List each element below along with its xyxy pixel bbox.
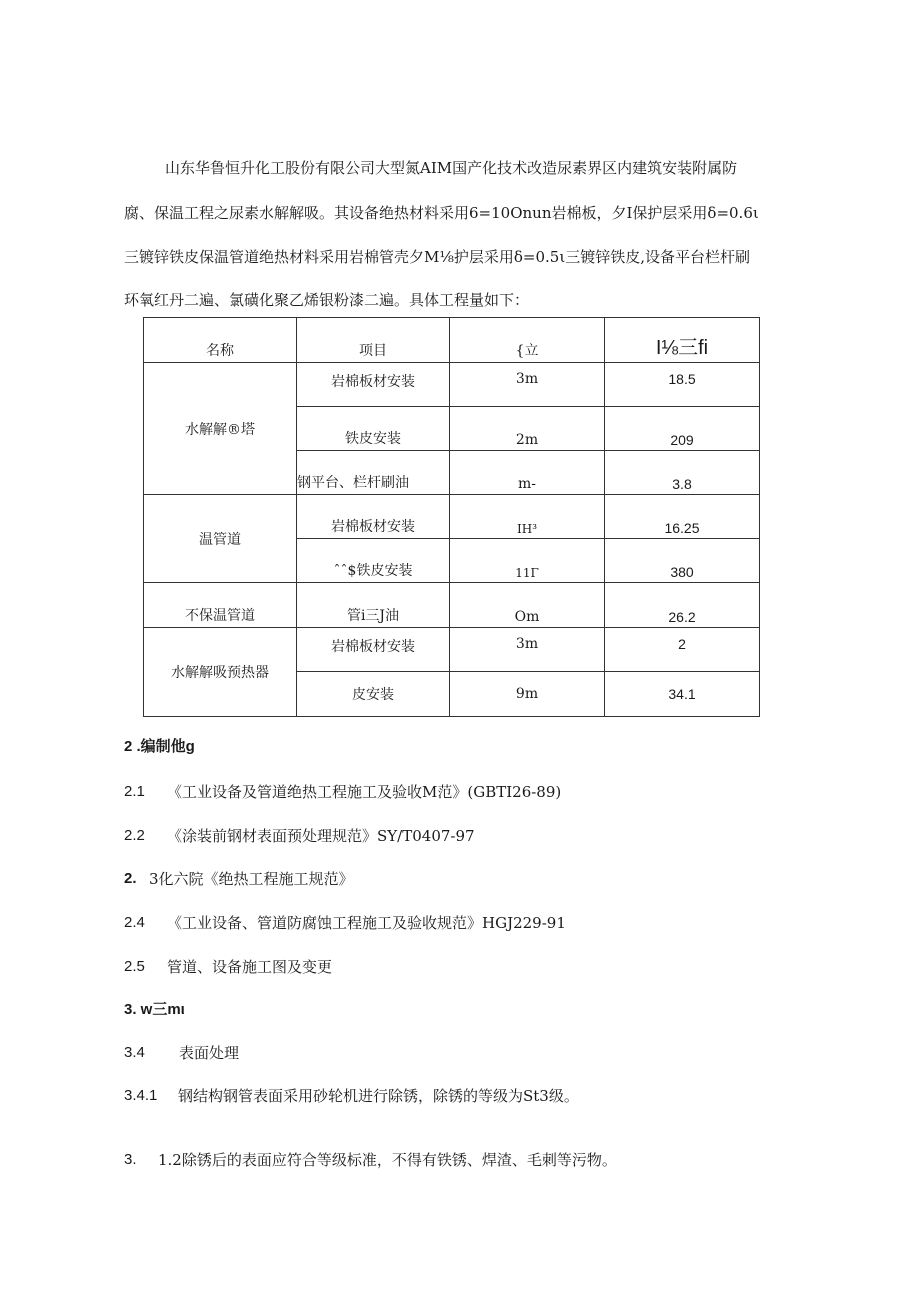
row-unit: 3m <box>450 628 605 672</box>
row-unit: 2m <box>450 407 605 451</box>
header-name: 名称 <box>144 318 297 363</box>
row-qty: 16.25 <box>605 495 760 539</box>
table-row <box>144 363 760 407</box>
ref-2-3-number: 2. <box>124 870 137 887</box>
sub-3-4-number: 3.4 <box>124 1044 145 1061</box>
group-name: 水解解吸预热器 <box>144 628 297 717</box>
row-item: 管i三J油 <box>297 583 450 628</box>
ref-2-2-number: 2.2 <box>124 827 145 844</box>
sub-3-x-number: 3. <box>124 1151 137 1168</box>
sub-3-4-1-text: 钢结构钢管表面采用砂轮机进行除锈，除锈的等级为St3级。 <box>178 1087 579 1105</box>
ref-2-5-text: 管道、设备施工图及变更 <box>167 958 333 976</box>
ref-2-3-text: 3化六院《绝热工程施工规范》 <box>149 870 354 888</box>
row-qty: 18.5 <box>605 363 760 407</box>
ref-2-4-number: 2.4 <box>124 914 145 931</box>
row-qty: 2 <box>605 628 760 672</box>
row-item: 岩棉板材安装 <box>297 363 450 407</box>
header-unit: {立 <box>450 318 605 363</box>
row-unit: 3m <box>450 363 605 407</box>
ref-2-1-number: 2.1 <box>124 783 145 800</box>
table-row <box>144 628 760 672</box>
group-name: 温管道 <box>144 495 297 583</box>
section-2-title: 2 .编制他g <box>124 738 195 755</box>
sub-3-4-1-number: 3.4.1 <box>124 1087 158 1104</box>
row-unit: 11Γ <box>450 539 605 583</box>
header-item: 项目 <box>297 318 450 363</box>
row-qty: 3.8 <box>605 451 760 495</box>
row-qty: 380 <box>605 539 760 583</box>
header-qty: I⅛三fi <box>605 318 760 363</box>
row-unit: IH³ <box>450 495 605 539</box>
table-header-row <box>144 318 760 363</box>
group-name: 不保温管道 <box>144 583 297 628</box>
row-item: 岩棉板材安装 <box>297 628 450 672</box>
intro-line-1: 山东华鲁恒升化工股份有限公司大型氮AIM国产化技术改造尿素界区内建筑安装附属防 <box>165 159 738 177</box>
ref-2-4-text: 《工业设备、管道防腐蚀工程施工及验收规范》HGJ229-91 <box>167 914 566 932</box>
row-qty: 209 <box>605 407 760 451</box>
group-name: 水解解®塔 <box>144 363 297 495</box>
row-unit: 9m <box>450 672 605 717</box>
row-item: 岩棉板材安装 <box>297 495 450 539</box>
row-item: ˆˆ$铁皮安装 <box>297 539 450 583</box>
row-unit: Om <box>450 583 605 628</box>
table-row <box>144 495 760 539</box>
sub-3-4-text: 表面处理 <box>179 1044 240 1062</box>
row-qty: 34.1 <box>605 672 760 717</box>
row-item: 皮安装 <box>297 672 450 717</box>
quantity-table <box>143 317 759 716</box>
row-item: 铁皮安装 <box>297 407 450 451</box>
intro-line-4: 环氧红丹二遍、氯磺化聚乙烯银粉漆二遍。具体工程量如下： <box>124 291 530 309</box>
ref-2-2-text: 《涂装前钢材表面预处理规范》SY/T0407-97 <box>167 827 475 845</box>
intro-line-3: 三镀锌铁皮保温管道绝热材料采用岩棉管壳夕M⅛护层采用δ=0.5ι三镀锌铁皮,设备平台栏杆刷 <box>124 248 751 266</box>
row-item: 钢平台、栏杆刷油 <box>297 451 450 495</box>
table-row <box>144 583 760 628</box>
section-3-title: 3. w三mι <box>124 1001 185 1018</box>
ref-2-5-number: 2.5 <box>124 958 145 975</box>
sub-3-x-text: 1.2除锈后的表面应符合等级标准，不得有铁锈、焊渣、毛刺等污物。 <box>158 1151 617 1169</box>
row-unit: m- <box>450 451 605 495</box>
ref-2-1-text: 《工业设备及管道绝热工程施工及验收M范》(GBTI26-89) <box>167 783 562 801</box>
intro-line-2: 腐、保温工程之尿素水解解吸。其设备绝热材料采用6=10Onun岩棉板，夕I保护层采用δ=0.6ι <box>124 204 759 222</box>
row-qty: 26.2 <box>605 583 760 628</box>
